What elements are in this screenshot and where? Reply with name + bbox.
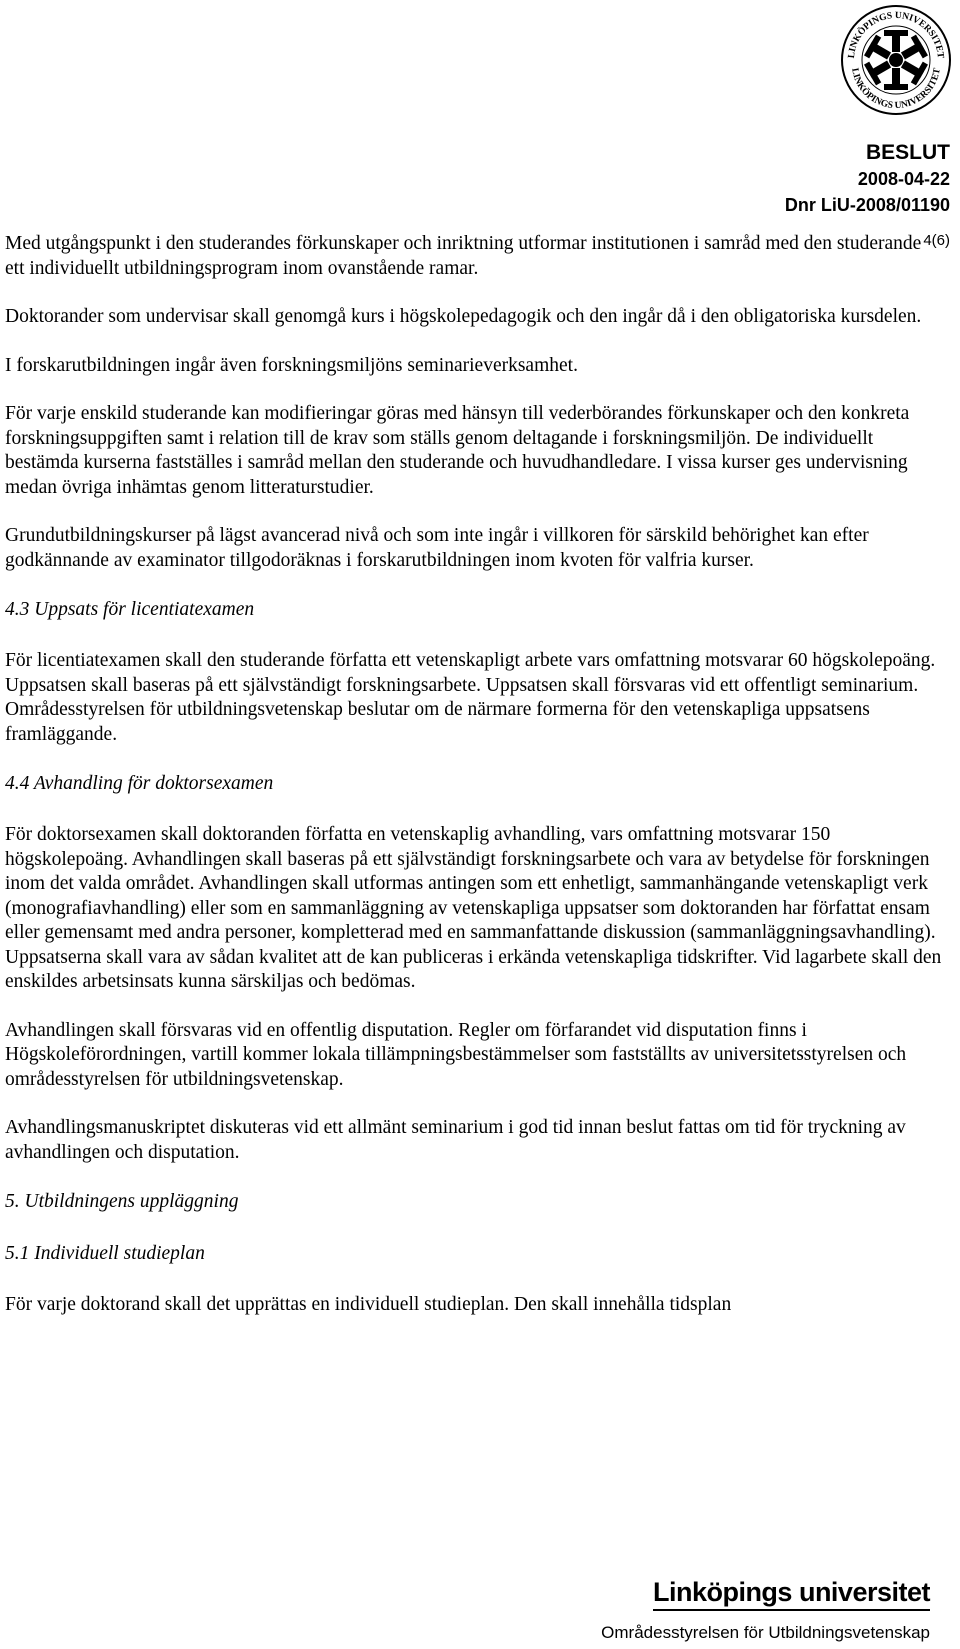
paragraph: För licentiatexamen skall den studerande författa ett vetenskapligt arbete vars omfattning motsvarar 60 högskolepoäng. Uppsatsen skall baseras på ett självständigt forskningsarbete. Uppsatsen skall försvaras vid ett offentligt seminarium. Områdesstyrelsen för utbildningsvetenskap beslutar om de närmare formerna för den vetenskapliga uppsatsens framläggande. [5, 650, 936, 745]
seal-emblem-icon [864, 30, 928, 90]
paragraph: Doktorander som undervisar skall genomgå kurs i högskolepedagogik och den ingår då i den obligatoriska kursdelen. [5, 306, 922, 327]
university-seal-logo [840, 4, 952, 116]
footer-department: Områdesstyrelsen för Utbildningsvetenskap [601, 1623, 930, 1642]
footer-logo-text: Linköpings universitet [652, 1577, 930, 1607]
paragraph: Med utgångspunkt i den studerandes förkunskaper och inriktning utformar institutionen i samråd med den studerande ett individuellt utbildningsprogram inom ovanstående ramar. [5, 233, 922, 279]
footer-university-logo [653, 1577, 930, 1611]
document-reference-number: Dnr LiU-2008/01190 [784, 195, 950, 215]
paragraph: För varje doktorand skall det upprättas en individuell studieplan. Den skall innehålla tidsplan [5, 1294, 732, 1315]
seal-text-bottom: LINKÖPINGS UNIVERSITET [849, 67, 943, 112]
paragraph: Avhandlingen skall försvaras vid en offentlig disputation. Regler om förfarandet vid disputation finns i Högskoleförordningen, vartill kommer lokala tillämpningsbestämmelser som fastställts av universitetsstyrelsen och områdesstyrelsen för utbildningsvetenskap. [5, 1019, 907, 1090]
document-type: BESLUT [866, 141, 950, 164]
section-heading: 5.1 Individuell studieplan [5, 1243, 205, 1264]
paragraph: Avhandlingsmanuskriptet diskuteras vid ett allmänt seminarium i god tid innan beslut fattas om tid för tryckning av avhandlingen och disputation. [5, 1117, 906, 1163]
seal-text-top: LINKÖPINGS UNIVERSITET [846, 10, 946, 59]
document-body [5, 232, 945, 1342]
footer-logo-rule [653, 1609, 930, 1611]
document-meta [785, 140, 950, 218]
section-heading: 4.4 Avhandling för doktorsexamen [5, 773, 274, 794]
paragraph: För doktorsexamen skall doktoranden författa en vetenskaplig avhandling, vars omfattning motsvarar 150 högskolepoäng. Avhandlingen skall baseras på ett självständigt forskningsarbete och vara av betydelse för forskningen inom det valda området. Avhandlingen skall utformas antingen som ett enhetligt, sammanhängande vetenskapligt verk (monografiavhandling) eller som en sammanläggning av vetenskapliga uppsatser som doktoranden har författat ensam eller gemensamt med andra personer, kompletterad med en sammanfattande diskussion (sammanläggningsavhandling). Uppsatserna skall vara av sådan kvalitet att de kan publiceras i erkända vetenskapliga tidskrifter. Vid lagarbete skall den enskildes arbetsinsats kunna särskiljas och bedömas. [5, 824, 942, 992]
page-number: 4(6) [923, 232, 950, 249]
section-heading: 4.3 Uppsats för licentiatexamen [5, 599, 255, 620]
document-date: 2008-04-22 [857, 169, 950, 189]
paragraph: Grundutbildningskurser på lägst avancerad nivå och som inte ingår i villkoren för särskild behörighet kan efter godkännande av examinator tillgodoräknas i forskarutbildningen inom kvoten för valfria kurser. [5, 525, 869, 571]
paragraph: I forskarutbildningen ingår även forskningsmiljöns seminarieverksamhet. [5, 354, 578, 376]
paragraph: För varje enskild studerande kan modifieringar göras med hänsyn till vederbörandes förkunskaper och den konkreta forskningsuppgiften samt i relation till de krav som ställs genom deltagande i forskningsmiljön. De individuellt bestämda kurserna fastställes i samråd mellan den studerande och huvudhandledare. I vissa kurser ges undervisning medan övriga inhämtas genom litteraturstudier. [5, 403, 910, 498]
section-heading: 5. Utbildningens uppläggning [5, 1191, 239, 1212]
